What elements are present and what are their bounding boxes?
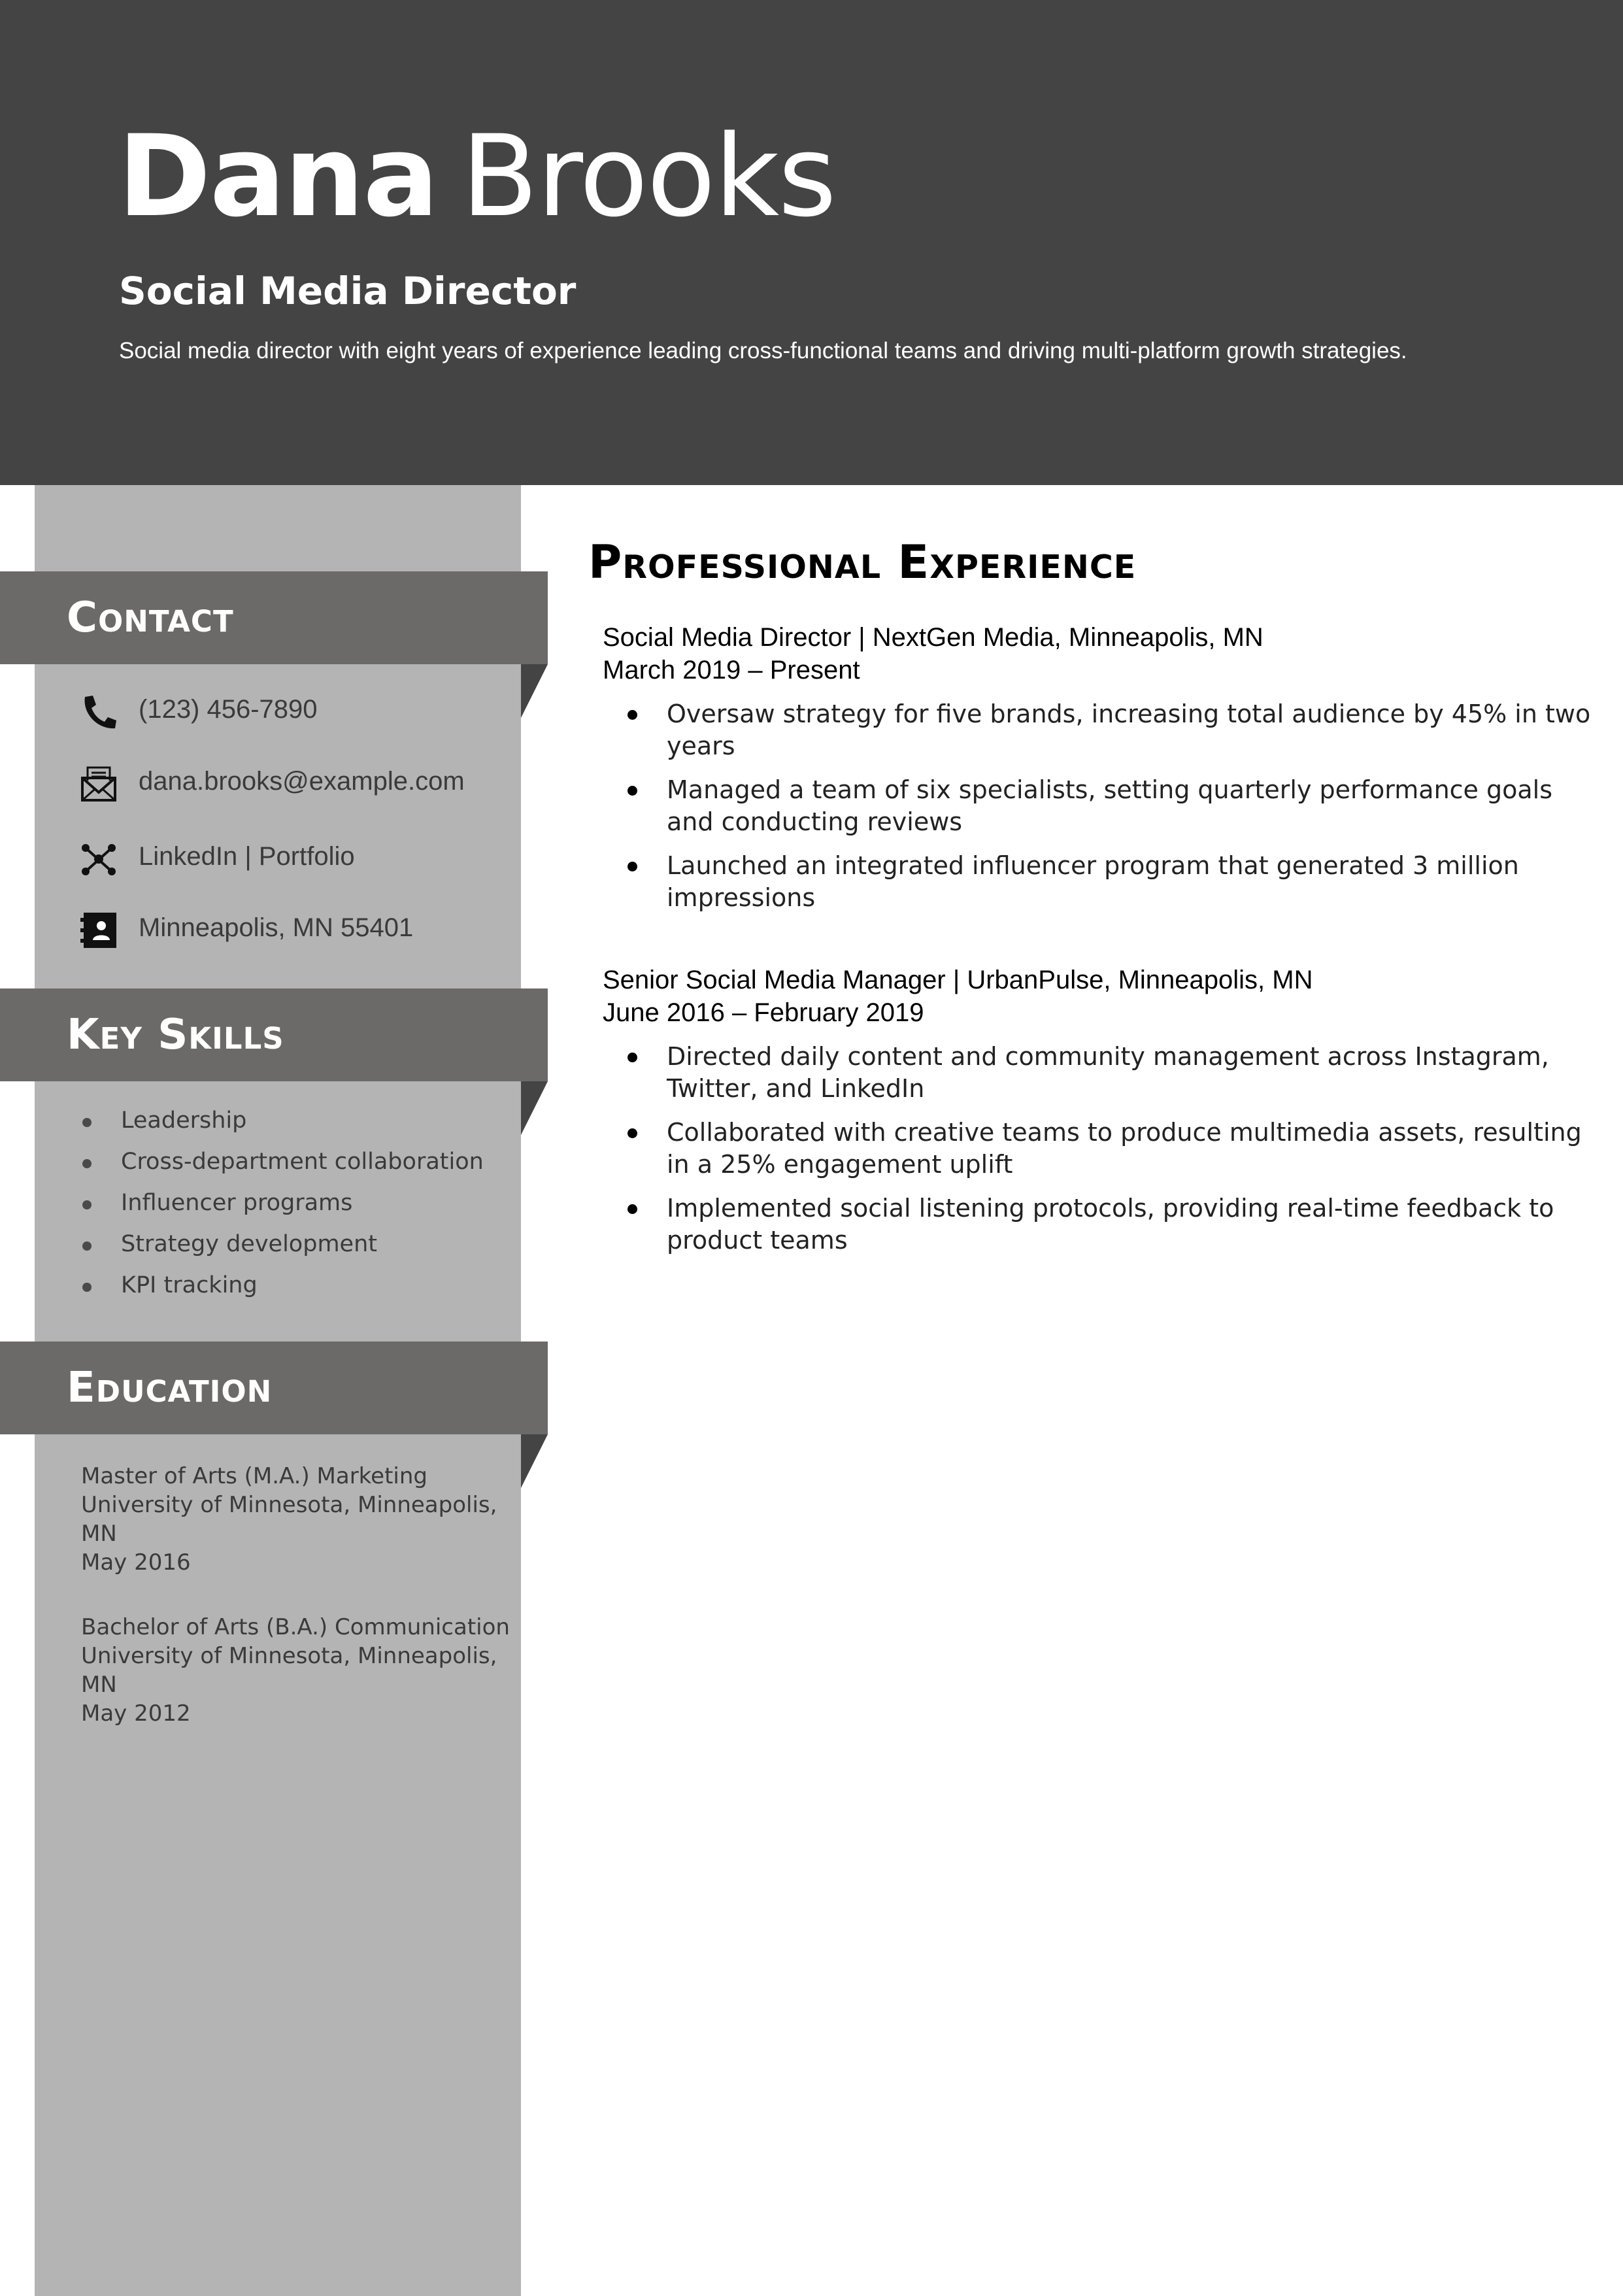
contact-title: Contact (67, 594, 234, 642)
resume-header (0, 0, 1623, 485)
job-entry (603, 621, 1596, 926)
phone-icon (78, 692, 119, 732)
list-item: Leadership (78, 1100, 484, 1141)
graduation-date: May 2016 (81, 1549, 191, 1576)
contact-location (78, 905, 510, 951)
school: University of Minnesota, Minneapolis, (81, 1643, 497, 1669)
contact-links (78, 834, 510, 879)
contact-phone (78, 686, 510, 732)
email-address[interactable]: dana.brooks@example.com (139, 767, 465, 796)
contact-card-icon (78, 910, 119, 951)
degree: Bachelor of Arts (B.A.) Communication (81, 1614, 510, 1640)
job-dates: March 2019 – Present (603, 656, 860, 684)
list-item: Oversaw strategy for five brands, increasing total audience by 45% in two years (603, 698, 1596, 762)
section-fold (521, 1434, 548, 1488)
list-item: Managed a team of six specialists, setting quarterly performance goals and conducting reviews (603, 774, 1596, 838)
school: University of Minnesota, Minneapolis, (81, 1492, 497, 1518)
job-title: Social Media Director (119, 269, 577, 313)
list-item: Strategy development (78, 1224, 484, 1265)
list-item: Influencer programs (78, 1183, 484, 1224)
education-entry (81, 1462, 497, 1577)
last-name: Brooks (461, 110, 835, 242)
job-entry (603, 964, 1596, 1268)
skills-section-header (0, 988, 548, 1081)
experience-section-title: Professional Experience (588, 535, 1137, 589)
phone-number[interactable]: (123) 456-7890 (139, 695, 318, 724)
section-fold (521, 664, 548, 718)
location: Minneapolis, MN 55401 (139, 913, 414, 942)
list-item: Cross-department collaboration (78, 1141, 484, 1183)
degree: Master of Arts (M.A.) Marketing (81, 1463, 427, 1489)
job-bullets (603, 1041, 1596, 1257)
education-title: Education (67, 1364, 273, 1412)
list-item: Directed daily content and community management across Instagram, Twitter, and LinkedIn (603, 1041, 1596, 1105)
list-item: Collaborated with creative teams to produce multimedia assets, resulting in a 25% engagement uplift (603, 1117, 1596, 1181)
job-bullets (603, 698, 1596, 914)
job-dates: June 2016 – February 2019 (603, 998, 924, 1027)
first-name: Dana (118, 110, 438, 242)
list-item: KPI tracking (78, 1265, 484, 1306)
contact-email (78, 758, 510, 804)
education-section-header (0, 1342, 548, 1434)
summary: Social media director with eight years of experience leading cross-functional teams and driving multi-platform growth strategies. (119, 338, 1407, 363)
skills-list (78, 1100, 484, 1306)
job-role: Senior Social Media Manager | UrbanPulse, Minneapolis, MN (603, 966, 1313, 994)
skills-title: Key Skills (67, 1011, 284, 1059)
job-role: Social Media Director | NextGen Media, Minneapolis, MN (603, 623, 1263, 652)
profile-links[interactable]: LinkedIn | Portfolio (139, 842, 355, 871)
education-entry (81, 1613, 510, 1728)
contact-section-header (0, 571, 548, 664)
school-state: MN (81, 1521, 117, 1547)
school-state: MN (81, 1672, 117, 1698)
network-icon (78, 839, 119, 879)
graduation-date: May 2012 (81, 1700, 191, 1727)
candidate-name (118, 111, 835, 242)
list-item: Implemented social listening protocols, providing real-time feedback to product teams (603, 1192, 1596, 1257)
section-fold (521, 1081, 548, 1135)
list-item: Launched an integrated influencer program that generated 3 million impressions (603, 850, 1596, 914)
envelope-icon (78, 764, 119, 804)
